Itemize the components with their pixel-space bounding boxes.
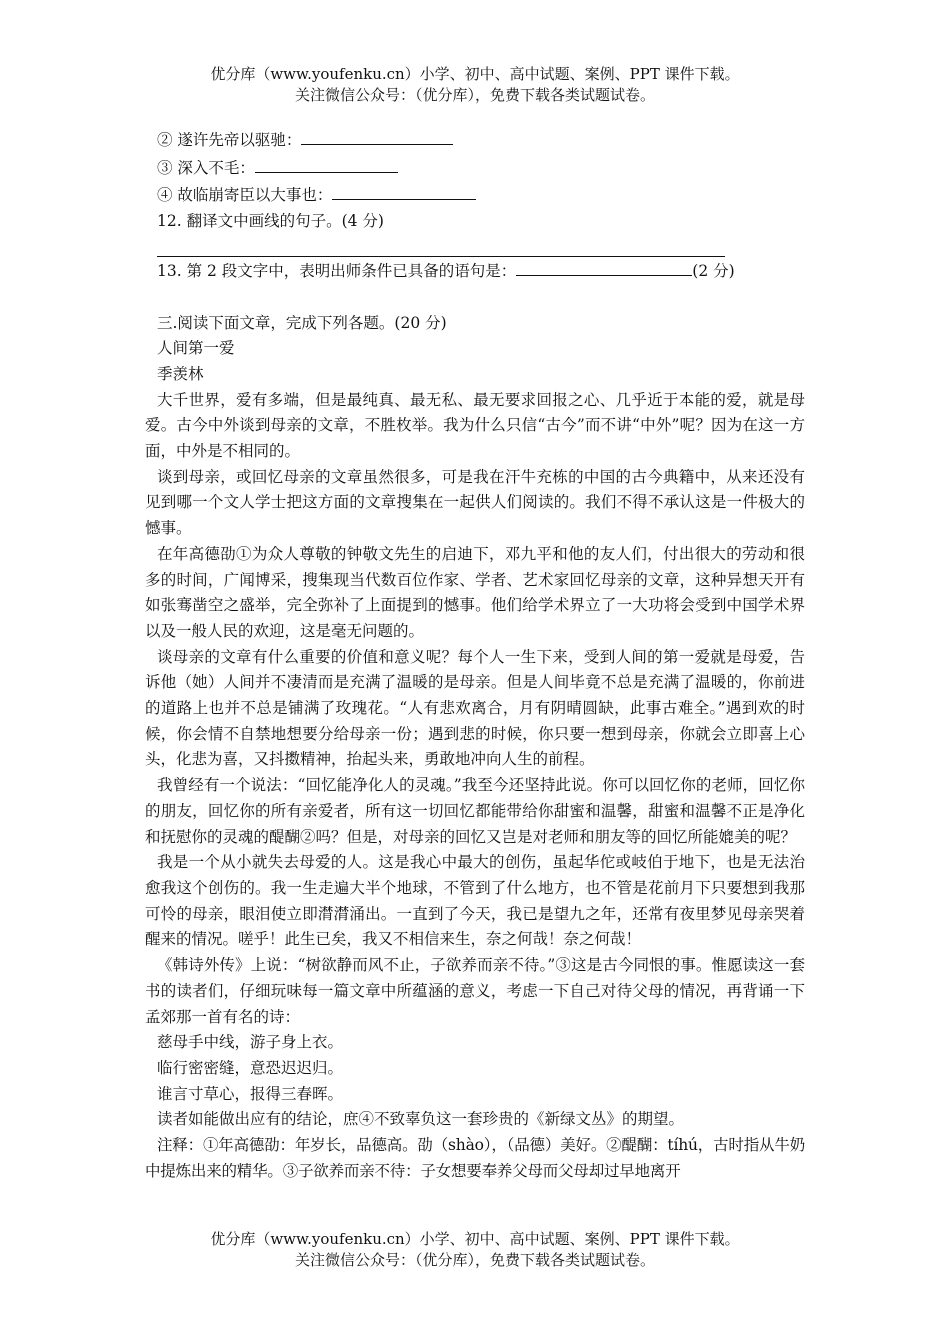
footer-line-1: 优分库（www.youfenku.cn）小学、初中、高中试题、案例、PPT 课件下载。 — [210, 1230, 740, 1248]
question-12: 12. 翻译文中画线的句子。(4 分) — [157, 212, 384, 231]
page-footer — [0, 1229, 950, 1271]
article-notes: 注释：①年高德劭：年岁长，品德高。劭（shào），（品德）美好。②醍醐：tíhú，古时指从牛奶中提炼出来的精华。③子欲养而亲不待：子女想要奉养父母而父母却过早地离开 — [145, 1136, 805, 1180]
question-11-item-3: ③ 深入不毛： — [145, 154, 805, 182]
article-title: 人间第一爱 — [157, 339, 235, 358]
article-paragraph-7: 《韩诗外传》上说：“树欲静而风不止，子欲养而亲不待。”③这是古今同恨的事。惟愿读这一套书的读者们，仔细玩味每一篇文章中所蕴涵的意义，考虑一下自己对待父母的情况，再背诵一下孟郊那一首有名的诗： — [145, 956, 805, 1026]
article-paragraph-4: 谈母亲的文章有什么重要的价值和意义呢？每个人一生下来，受到人间的第一爱就是母爱，告诉他（她）人间并不凄清而是充满了温暖的是母亲。但是人间毕竟不总是充满了温暖的，你前进的道路上也并不总是铺满了玫瑰花。“人有悲欢离合，月有阴晴圆缺，此事古难全。”遇到欢的时候，你会情不自禁地想要分给母亲一份；遇到悲的时候，你只要一想到母亲，你就会立即喜上心头，化悲为喜，又抖擞精神，抬起头来，勇敢地冲向人生的前程。 — [145, 647, 805, 769]
answer-blank[interactable] — [332, 181, 476, 200]
article-paragraph-6: 我是一个从小就失去母爱的人。这是我心中最大的创伤，虽起华佗或岐伯于地下，也是无法治愈我这个创伤的。我一生走遍大半个地球，不管到了什么地方，也不管是花前月下只要想到我那可怜的母亲，眼泪使立即潸潸涌出。一直到了今天，我已是望九之年，还常有夜里梦见母亲哭着醒来的情况。嗟乎！此生已矣，我又不相信来生，奈之何哉！奈之何哉！ — [145, 853, 805, 949]
answer-blank[interactable] — [516, 257, 692, 276]
answer-line[interactable] — [157, 235, 725, 257]
article-paragraph-8: 读者如能做出应有的结论，庶④不致辜负这一套珍贵的《新绿文丛》的期望。 — [157, 1110, 685, 1129]
article-paragraph-2: 谈到母亲，或回忆母亲的文章虽然很多，可是我在汗牛充栋的中国的古今典籍中，从来还没有见到哪一个文人学士把这方面的文章搜集在一起供人们阅读的。我们不得不承认这是一件极大的憾事。 — [145, 467, 805, 538]
poem-line-3: 谁言寸草心，报得三春晖。 — [157, 1084, 344, 1103]
question-11-item-2: ② 遂许先帝以驱驰： — [145, 126, 805, 154]
footer-line-2: 关注微信公众号：（优分库），免费下载各类试题试卷。 — [294, 1251, 655, 1269]
answer-blank[interactable] — [255, 154, 398, 173]
article-paragraph-3: 在年高德劭①为众人尊敬的钟敬文先生的启迪下，邓九平和他的友人们，付出很大的劳动和很多的时间，广闻博采，搜集现当代数百位作家、学者、艺术家回忆母亲的文章，这种异想天开有如张骞凿空之盛举，完全弥补了上面提到的憾事。他们给学术界立了一大功将会受到中国学术界以及一般人民的欢迎，这是毫无问题的。 — [145, 544, 805, 640]
document-body — [145, 126, 805, 1184]
header-line-2: 关注微信公众号：（优分库），免费下载各类试题试卷。 — [294, 86, 655, 104]
poem-line-2: 临行密密缝，意恐迟迟归。 — [157, 1058, 344, 1077]
answer-blank[interactable] — [301, 126, 453, 145]
question-11-item-4: ④ 故临崩寄臣以大事也： — [145, 181, 805, 209]
poem-line-1: 慈母手中线，游子身上衣。 — [157, 1033, 344, 1052]
question-13: 13. 第 2 段文字中，表明出师条件已具备的语句是： (2 分) — [145, 257, 805, 285]
header-line-1: 优分库（www.youfenku.cn）小学、初中、高中试题、案例、PPT 课件下载。 — [210, 65, 740, 83]
article-paragraph-5: 我曾经有一个说法：“回忆能净化人的灵魂。”我至今还坚持此说。你可以回忆你的老师，回忆你的朋友，回忆你的所有亲爱者，所有这一切回忆都能带给你甜蜜和温馨，甜蜜和温馨不正是净化和抚慰你的灵魂的醍醐②吗？但是，对母亲的回忆又岂是对老师和朋友等的回忆所能媲美的呢？ — [145, 776, 805, 846]
article-author: 季羡林 — [157, 364, 204, 383]
page-header — [0, 64, 950, 106]
article-paragraph-1: 大千世界，爱有多端，但是最纯真、最无私、最无要求回报之心、几乎近于本能的爱，就是母爱。古今中外谈到母亲的文章，不胜枚举。我为什么只信“古今”而不讲“中外”呢？因为在这一方面，中外是不相同的。 — [145, 390, 805, 461]
section-heading: 三.阅读下面文章，完成下列各题。(20 分) — [157, 313, 447, 332]
